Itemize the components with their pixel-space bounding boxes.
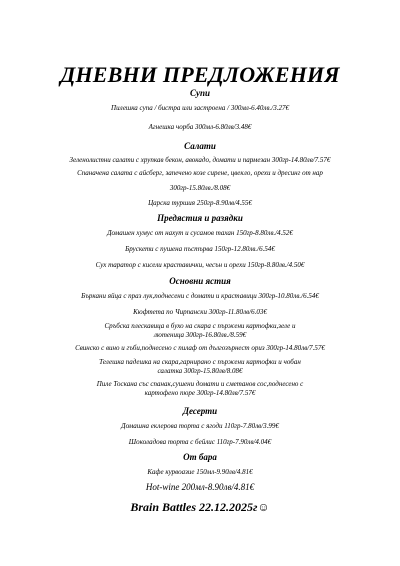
section-heading-soups: Супи bbox=[189, 88, 210, 98]
menu-item: Hot-wine 200мл-8.90лв/4.81€ bbox=[145, 482, 255, 492]
menu-item: Шоколадова торта с бейлис 110гр-7.90лв/4.04€ bbox=[128, 438, 272, 446]
menu-item: Сръбска плескавица в бухо на скара с пържени картофки,зеле и лютеница 300гр-16.80лв./8.59€ bbox=[104, 322, 296, 339]
menu-item: 300гр-15.80лв./8.08€ bbox=[169, 184, 231, 192]
menu-item: Бъркани яйца с праз лук,поднесени с домати и краставици 300гр-10.80лв./6.54€ bbox=[81, 292, 319, 300]
menu-item: Агнешка чорба 300мл-6.80лв/3.48€ bbox=[148, 123, 252, 131]
menu-item: Телешка падешка на скара,гарнирано с пържени картофки и чобан салатка 300гр-15.80лв/8.08€ bbox=[99, 358, 301, 375]
section-heading-starters: Предястия и разядки bbox=[157, 213, 243, 223]
menu-item: Кафе курвоазие 150мл-9.90лв/4.81€ bbox=[147, 468, 253, 476]
menu-item: Домашен хумус от нахут и сусамов тахан 150гр-8.80лв./4.52€ bbox=[107, 229, 293, 237]
section-heading-bar: От бара bbox=[183, 452, 217, 462]
menu-item: Кюфтета по Чирпански 300гр-11.80лв/6.03€ bbox=[133, 308, 267, 316]
menu-item: Царска туршия 250гр-8.90лв/4.55€ bbox=[148, 199, 252, 207]
menu-item: Сух таратор с кисели краставички, чесън и орехи 150гр-8.80лв./4.50€ bbox=[95, 261, 305, 269]
menu-item: Пилешка супа / бистра или застроена / 300мл-6.40лв./3.27€ bbox=[111, 104, 289, 112]
menu-item: Домашна еклерова торта с ягоди 110гр-7.80лв/3.99€ bbox=[121, 422, 279, 430]
section-heading-salads: Салати bbox=[184, 141, 216, 151]
section-heading-mains: Основни ястия bbox=[169, 276, 231, 286]
menu-item: Спаначена салата с айсберг, запечено козе сирене, цвекло, орехи и дресинг от нар bbox=[77, 169, 323, 177]
page-title: ДНЕВНИ ПРЕДЛОЖЕНИЯ bbox=[60, 62, 340, 87]
menu-item: Брускети с пушена пъстърва 150гр-12.80лв./6.54€ bbox=[125, 245, 275, 253]
menu-item: Свинско с вино и гъби,поднесено с пилаф от дългозърнест ориз 300гр-14.80лв/7.57€ bbox=[75, 344, 325, 352]
event-footer: Brain Battles 22.12.2025г☺ bbox=[130, 500, 270, 514]
menu-item: Пиле Тоскана със спанак,сушени домати и сметанов сос,поднесено с картофено пюре 300гр-14.80лв/7.57€ bbox=[96, 380, 304, 397]
section-heading-desserts: Десерти bbox=[182, 406, 218, 416]
menu-item: Зеленолистни салати с хрупкав бекон, авокадо, домати и пармезан 300гр-14.80лв/7.57€ bbox=[69, 156, 331, 164]
